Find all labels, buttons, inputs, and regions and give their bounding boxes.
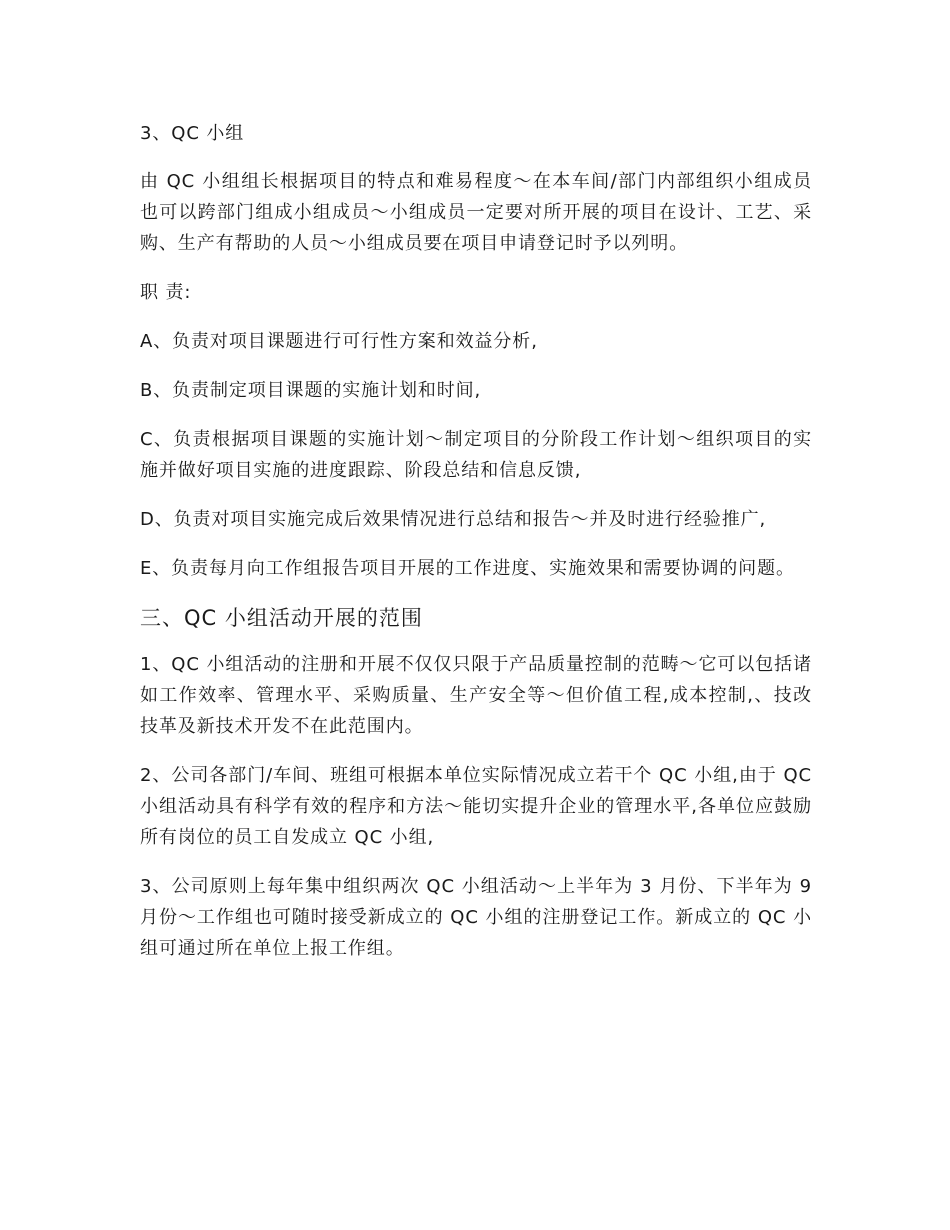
duty-item-d: D、负责对项目实施完成后效果情况进行总结和报告～并及时进行经验推广, — [140, 509, 767, 530]
scope-item-3: 3、公司原则上每年集中组织两次 QC 小组活动～上半年为 3 月份、下半年为 9 月份～工作组也可随时接受新成立的 QC 小组的注册登记工作。新成立的 QC 小组可通过所在单位上报工作组。 — [140, 876, 812, 959]
section-body-paragraph: 由 QC 小组组长根据项目的特点和难易程度～在本车间/部门内部组织小组成员也可以跨部门组成小组成员～小组成员一定要对所开展的项目在设计、工艺、采购、生产有帮助的人员～小组成员要在项目申请登记时予以列明。 — [140, 171, 812, 254]
scope-item-1: 1、QC 小组活动的注册和开展不仅仅只限于产品质量控制的范畴～它可以包括诸如工作效率、管理水平、采购质量、生产安全等～但价值工程,成本控制,、技改技革及新技术开发不在此范围内。 — [140, 654, 812, 737]
duty-item-b: B、负责制定项目课题的实施计划和时间, — [140, 380, 482, 401]
document-body — [140, 118, 812, 982]
duties-label: 职 责: — [140, 282, 192, 303]
duty-item-c: C、负责根据项目课题的实施计划～制定项目的分阶段工作计划～组织项目的实施并做好项目实施的进度跟踪、阶段总结和信息反馈, — [140, 429, 812, 481]
section-title: 3、QC 小组 — [140, 123, 245, 144]
scope-item-2: 2、公司各部门/车间、班组可根据本单位实际情况成立若干个 QC 小组,由于 QC 小组活动具有科学有效的程序和方法～能切实提升企业的管理水平,各单位应鼓励所有岗位的员工自发成立 QC 小组, — [140, 765, 812, 848]
section-heading: 三、QC 小组活动开展的范围 — [140, 606, 423, 630]
duty-item-a: A、负责对项目课题进行可行性方案和效益分析, — [140, 331, 538, 352]
duty-item-e: E、负责每月向工作组报告项目开展的工作进度、实施效果和需要协调的问题。 — [140, 558, 795, 579]
